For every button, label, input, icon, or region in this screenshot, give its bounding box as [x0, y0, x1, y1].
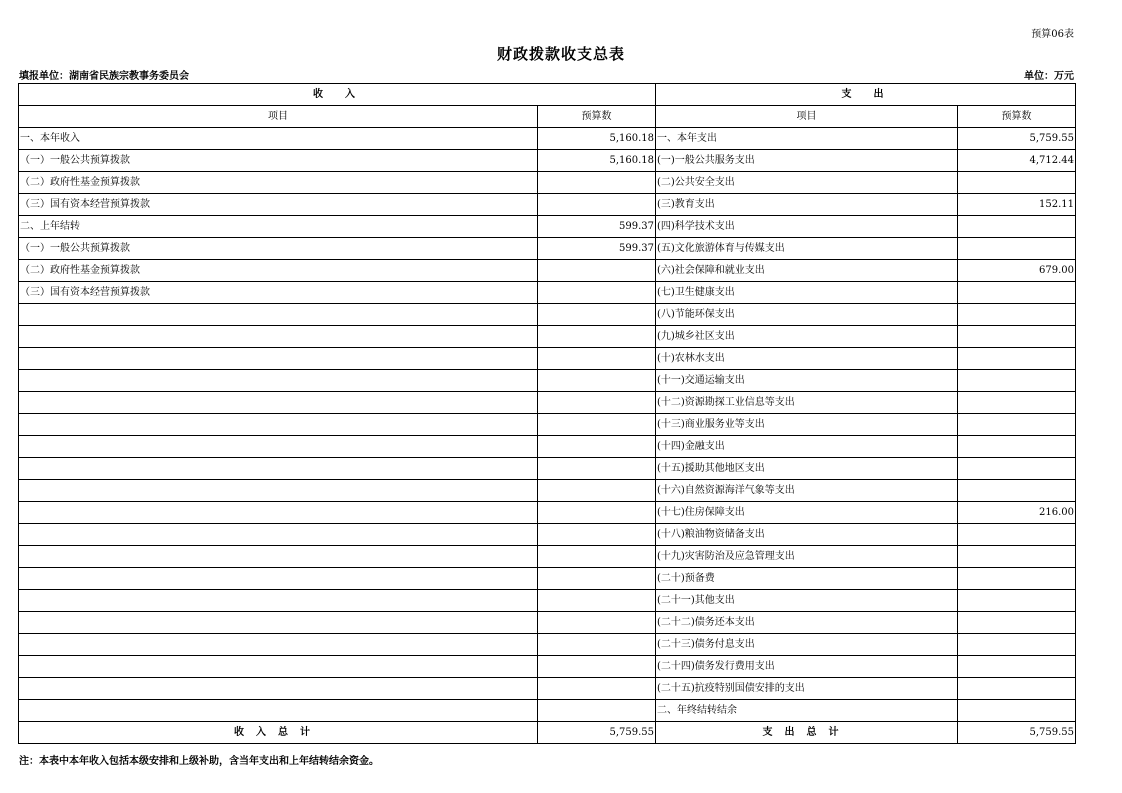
- income-item-cell: [19, 568, 538, 590]
- income-item-cell: [19, 348, 538, 370]
- income-amount-cell: [538, 304, 656, 326]
- expense-amount-cell: [958, 634, 1076, 656]
- expense-item-cell: (十三)商业服务业等支出: [656, 414, 958, 436]
- expense-item-cell: (二十五)抗疫特别国债安排的支出: [656, 678, 958, 700]
- currency-unit: 单位：万元: [1024, 71, 1074, 82]
- table-row: [19, 612, 1076, 634]
- budget-table: [18, 83, 1076, 744]
- expense-item-cell: (四)科学技术支出: [656, 216, 958, 238]
- income-item-cell: [19, 436, 538, 458]
- income-item-cell: [19, 414, 538, 436]
- expense-item-cell: (六)社会保障和就业支出: [656, 260, 958, 282]
- income-item-cell: [19, 678, 538, 700]
- table-row: [19, 326, 1076, 348]
- income-amount-header: 预算数: [538, 106, 656, 128]
- expense-amount-cell: [958, 546, 1076, 568]
- expense-amount-cell: [958, 590, 1076, 612]
- income-amount-cell: [538, 458, 656, 480]
- expense-item-cell: 二、年终结转结余: [656, 700, 958, 722]
- expense-amount-cell: 5,759.55: [958, 128, 1076, 150]
- expense-amount-cell: [958, 414, 1076, 436]
- expense-amount-cell: [958, 282, 1076, 304]
- table-row: [19, 458, 1076, 480]
- expense-item-cell: (十二)资源勘探工业信息等支出: [656, 392, 958, 414]
- expense-total-amount: 5,759.55: [958, 722, 1076, 744]
- income-amount-cell: 599.37: [538, 238, 656, 260]
- income-item-cell: [19, 524, 538, 546]
- income-amount-cell: [538, 612, 656, 634]
- expense-item-cell: (十七)住房保障支出: [656, 502, 958, 524]
- income-amount-cell: [538, 634, 656, 656]
- expense-item-cell: (二十一)其他支出: [656, 590, 958, 612]
- income-item-cell: [19, 700, 538, 722]
- expense-amount-header: 预算数: [958, 106, 1076, 128]
- income-item-cell: [19, 590, 538, 612]
- expense-amount-cell: [958, 678, 1076, 700]
- expense-amount-cell: [958, 216, 1076, 238]
- income-amount-cell: 599.37: [538, 216, 656, 238]
- expense-item-cell: (十八)粮油物资储备支出: [656, 524, 958, 546]
- income-amount-cell: [538, 414, 656, 436]
- expense-amount-cell: [958, 326, 1076, 348]
- expense-item-cell: (十六)自然资源海洋气象等支出: [656, 480, 958, 502]
- table-row: [19, 150, 1076, 172]
- income-amount-cell: [538, 524, 656, 546]
- income-item-header: 项目: [19, 106, 538, 128]
- income-amount-cell: [538, 260, 656, 282]
- income-item-cell: [19, 480, 538, 502]
- income-item-cell: [19, 392, 538, 414]
- expense-item-cell: (二十)预备费: [656, 568, 958, 590]
- income-item-cell: [19, 304, 538, 326]
- table-row: [19, 370, 1076, 392]
- expense-item-cell: (二十二)债务还本支出: [656, 612, 958, 634]
- expense-amount-cell: [958, 700, 1076, 722]
- expense-amount-cell: 4,712.44: [958, 150, 1076, 172]
- column-header-row: [19, 106, 1076, 128]
- table-row: [19, 634, 1076, 656]
- expense-item-cell: (十)农林水支出: [656, 348, 958, 370]
- table-row: [19, 392, 1076, 414]
- expense-item-cell: (八)节能环保支出: [656, 304, 958, 326]
- income-amount-cell: 5,160.18: [538, 128, 656, 150]
- expense-item-cell: (三)教育支出: [656, 194, 958, 216]
- expense-amount-cell: [958, 524, 1076, 546]
- income-item-cell: （三）国有资本经营预算拨款: [19, 282, 538, 304]
- expense-amount-cell: [958, 656, 1076, 678]
- expense-item-cell: (二)公共安全支出: [656, 172, 958, 194]
- expense-amount-cell: [958, 172, 1076, 194]
- expense-item-cell: (一)一般公共服务支出: [656, 150, 958, 172]
- expense-item-cell: (二十四)债务发行费用支出: [656, 656, 958, 678]
- income-item-cell: 二、上年结转: [19, 216, 538, 238]
- expense-amount-cell: [958, 370, 1076, 392]
- income-amount-cell: [538, 590, 656, 612]
- income-amount-cell: [538, 392, 656, 414]
- expense-item-header: 项目: [656, 106, 958, 128]
- table-row: [19, 304, 1076, 326]
- table-row: [19, 656, 1076, 678]
- reporting-unit: 填报单位：湖南省民族宗教事务委员会: [19, 71, 189, 82]
- expense-item-cell: (十五)援助其他地区支出: [656, 458, 958, 480]
- income-amount-cell: [538, 568, 656, 590]
- table-row: [19, 568, 1076, 590]
- form-code: 预算06表: [1031, 29, 1074, 40]
- table-row: [19, 590, 1076, 612]
- table-row: [19, 216, 1076, 238]
- page-title: 财政拨款收支总表: [496, 45, 625, 63]
- income-item-cell: （三）国有资本经营预算拨款: [19, 194, 538, 216]
- expense-amount-cell: [958, 480, 1076, 502]
- table-row: [19, 414, 1076, 436]
- section-header-row: [19, 84, 1076, 106]
- table-row: [19, 524, 1076, 546]
- table-row: [19, 348, 1076, 370]
- expense-amount-cell: [958, 612, 1076, 634]
- expense-amount-cell: [958, 568, 1076, 590]
- income-item-cell: [19, 634, 538, 656]
- table-row: [19, 172, 1076, 194]
- table-row: [19, 700, 1076, 722]
- income-item-cell: [19, 656, 538, 678]
- income-item-cell: [19, 546, 538, 568]
- income-total-amount: 5,759.55: [538, 722, 656, 744]
- expense-item-cell: (二十三)债务付息支出: [656, 634, 958, 656]
- expense-amount-cell: [958, 436, 1076, 458]
- income-item-cell: [19, 612, 538, 634]
- expense-amount-cell: [958, 458, 1076, 480]
- expense-section-header: 支 出: [656, 84, 1076, 106]
- expense-item-cell: (十一)交通运输支出: [656, 370, 958, 392]
- income-item-cell: [19, 326, 538, 348]
- expense-item-cell: (十四)金融支出: [656, 436, 958, 458]
- table-row: [19, 128, 1076, 150]
- table-row: [19, 502, 1076, 524]
- income-section-header: 收 入: [19, 84, 656, 106]
- expense-amount-cell: 679.00: [958, 260, 1076, 282]
- income-amount-cell: [538, 172, 656, 194]
- income-amount-cell: [538, 480, 656, 502]
- table-row: [19, 282, 1076, 304]
- expense-amount-cell: [958, 348, 1076, 370]
- expense-amount-cell: 216.00: [958, 502, 1076, 524]
- income-total-label: 收入总计: [19, 722, 538, 744]
- income-amount-cell: [538, 194, 656, 216]
- expense-item-cell: (七)卫生健康支出: [656, 282, 958, 304]
- table-row: [19, 260, 1076, 282]
- income-amount-cell: [538, 502, 656, 524]
- table-row: [19, 678, 1076, 700]
- totals-row: [19, 722, 1076, 744]
- income-amount-cell: [538, 282, 656, 304]
- income-item-cell: 一、本年收入: [19, 128, 538, 150]
- table-row: [19, 546, 1076, 568]
- footnote: 注：本表中本年收入包括本级安排和上级补助，含当年支出和上年结转结余资金。: [19, 756, 379, 767]
- income-amount-cell: [538, 326, 656, 348]
- income-amount-cell: [538, 348, 656, 370]
- income-amount-cell: [538, 700, 656, 722]
- income-amount-cell: [538, 546, 656, 568]
- income-item-cell: [19, 370, 538, 392]
- table-row: [19, 436, 1076, 458]
- expense-item-cell: 一、本年支出: [656, 128, 958, 150]
- income-amount-cell: 5,160.18: [538, 150, 656, 172]
- expense-amount-cell: 152.11: [958, 194, 1076, 216]
- table-row: [19, 238, 1076, 260]
- income-item-cell: [19, 458, 538, 480]
- expense-amount-cell: [958, 238, 1076, 260]
- income-amount-cell: [538, 678, 656, 700]
- income-amount-cell: [538, 370, 656, 392]
- income-item-cell: （一）一般公共预算拨款: [19, 238, 538, 260]
- table-row: [19, 194, 1076, 216]
- income-item-cell: [19, 502, 538, 524]
- income-amount-cell: [538, 656, 656, 678]
- income-item-cell: （二）政府性基金预算拨款: [19, 172, 538, 194]
- income-item-cell: （一）一般公共预算拨款: [19, 150, 538, 172]
- income-item-cell: （二）政府性基金预算拨款: [19, 260, 538, 282]
- table-row: [19, 480, 1076, 502]
- income-amount-cell: [538, 436, 656, 458]
- expense-item-cell: (十九)灾害防治及应急管理支出: [656, 546, 958, 568]
- expense-item-cell: (九)城乡社区支出: [656, 326, 958, 348]
- expense-total-label: 支出总计: [656, 722, 958, 744]
- expense-item-cell: (五)文化旅游体育与传媒支出: [656, 238, 958, 260]
- expense-amount-cell: [958, 392, 1076, 414]
- expense-amount-cell: [958, 304, 1076, 326]
